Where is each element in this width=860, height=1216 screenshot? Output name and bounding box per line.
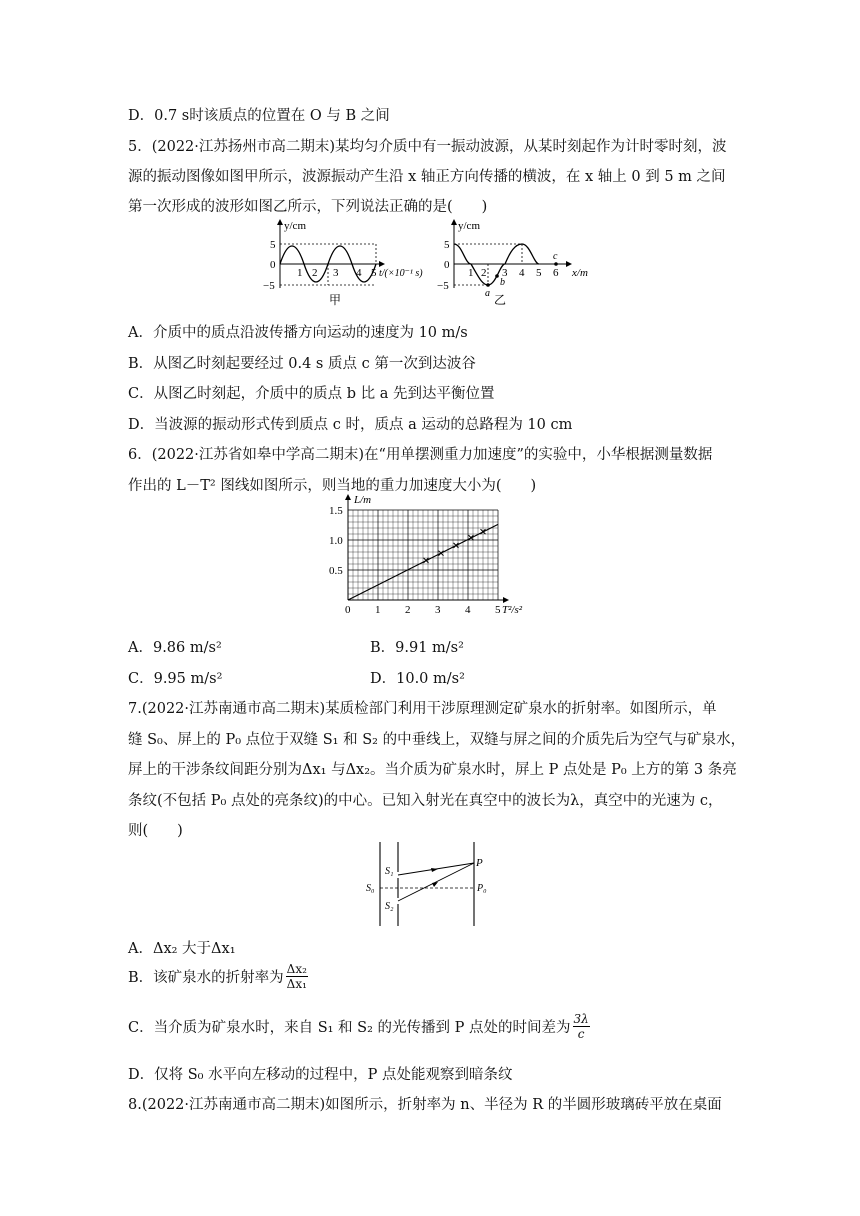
fig-yi-xtick-2: 2 [481,267,487,279]
fig-yi-xtick-3: 3 [502,267,508,279]
fig-jia-xlabel: t/(×10⁻¹ s) [379,268,423,279]
y-tick-label: 1.5 [329,505,343,517]
fig-yi-point-c: c [553,251,558,262]
q7-option-b-numerator: Δx₂ [286,962,307,976]
fig-label-p: P [476,857,483,869]
q7-stem-line-2: 缝 S₀、屏上的 P₀ 点位于双缝 S₁ 和 S₂ 的中垂线上，双缝与屏之间的介质先后为空气与矿泉水， [128,732,746,748]
q5-stem-line-1: 5．(2022·江苏扬州市高二期末)某均匀介质中有一振动波源，从某时刻起作为计时零时刻，波 [128,139,727,155]
q7-stem-line-4: 条纹(不包括 P₀ 点处的亮条纹)的中心。已知入射光在真空中的波长为λ，真空中的光速为 c， [128,793,723,809]
y-tick-label: 0.5 [329,565,343,577]
fig-jia-xtick-4: 4 [356,267,362,279]
q5-figure-yi [430,216,605,311]
fig-yi-ytick-5: 5 [444,239,450,251]
q6-option-d: D．10.0 m/s² [370,671,465,687]
fig-label-s2: S₂ [385,901,394,912]
fig-label-s1: S₁ [385,866,394,877]
q7-option-c-numerator: 3λ [573,1012,589,1026]
q6-stem-line-1: 6．(2022·江苏省如皋中学高二期末)在“用单摆测重力加速度”的实验中，小华根据测量数据 [128,447,713,463]
fig-yi-point-a: a [485,288,490,299]
q5-figure-jia [255,216,445,311]
q8-stem-line-1: 8.(2022·江苏南通市高二期末)如图所示，折射率为 n、半径为 R 的半圆形玻璃砖平放在桌面 [128,1097,722,1113]
fig-jia-ytick-0: 0 [270,259,276,271]
x-tick-label: 1 [375,604,381,616]
x-tick-label: 4 [465,604,471,616]
q7-stem-line-3: 屏上的干涉条纹间距分别为Δx₁ 与Δx₂。当介质为矿泉水时，屏上 P 点处是 P₀ 上方的第 3 条亮 [128,762,737,778]
y-tick-label: 1.0 [329,535,343,547]
fig-label-s0: S₀ [366,883,375,894]
q7-option-c-fraction [573,1012,590,1041]
fig-yi-ytick-0: 0 [444,259,450,271]
q6-option-a: A．9.86 m/s² [128,640,222,656]
q7-option-c-denominator: c [577,1027,585,1041]
fig-jia-xtick-2: 2 [312,267,318,279]
q6-stem-line-2: 作出的 L－T² 图线如图所示，则当地的重力加速度大小为( ) [128,478,537,494]
q7-option-b-prefix: B．该矿泉水的折射率为 [128,970,284,986]
q7-option-c [128,1012,590,1041]
fig-yi-ylabel: y/cm [458,220,480,232]
x-tick-label: 2 [405,604,411,616]
fig-jia-xtick-1: 1 [297,267,303,279]
fig-label-p0: P₀ [477,883,487,894]
data-point-marker [439,551,444,556]
data-point-marker [454,543,459,548]
q7-option-b-fraction [286,962,308,991]
q5-option-c: C．从图乙时刻起，介质中的质点 b 比 a 先到达平衡位置 [128,386,495,402]
q6-option-b: B．9.91 m/s² [370,640,464,656]
x-tick-label: 3 [435,604,441,616]
q7-double-slit-figure [360,838,500,930]
x-tick-label: 5 [495,604,501,616]
q4-option-d: D．0.7 s时该质点的位置在 O 与 B 之间 [128,108,390,124]
fig-jia-ytick-m5: −5 [263,280,275,292]
chart-xlabel: T²/s² [502,604,523,616]
q7-option-b [128,962,308,991]
fig-jia-caption: 甲 [329,293,342,307]
fig-yi-xlabel: x/m [572,267,588,279]
q7-option-d: D．仅将 S₀ 水平向左移动的过程中，P 点处能观察到暗条纹 [128,1067,513,1083]
q7-stem-line-1: 7.(2022·江苏南通市高二期末)某质检部门利用干涉原理测定矿泉水的折射率。如图所示，单 [128,701,717,717]
q5-option-a: A．介质中的质点沿波传播方向运动的速度为 10 m/s [128,325,468,341]
q6-option-c: C．9.95 m/s² [128,671,223,687]
fig-jia-xtick-5: 5 [371,267,377,279]
q5-option-d: D．当波源的振动形式传到质点 c 时，质点 a 运动的总路程为 10 cm [128,417,573,433]
q5-stem-line-2: 源的振动图像如图甲所示，波源振动产生沿 x 轴正方向传播的横波，在 x 轴上 0 到 5 m 之间 [128,169,726,185]
chart-ylabel: L/m [354,494,372,506]
fig-yi-ytick-m5: −5 [437,280,449,292]
q5-option-b: B．从图乙时刻起要经过 0.4 s 质点 c 第一次到达波谷 [128,356,476,372]
fig-jia-xtick-3: 3 [333,267,339,279]
q5-stem-line-3: 第一次形成的波形如图乙所示，下列说法正确的是( ) [128,199,488,215]
q7-option-a: A．Δx₂ 大于Δx₁ [128,941,236,957]
q7-stem-line-5: 则( ) [128,823,183,839]
fig-yi-point-b: b [500,277,505,288]
fig-yi-xtick-4: 4 [519,267,525,279]
fig-yi-xtick-6: 6 [553,267,559,279]
fig-yi-xtick-5: 5 [536,267,542,279]
q7-option-b-denominator: Δx₁ [286,977,307,991]
fig-jia-ytick-5: 5 [270,239,276,251]
q7-option-c-prefix: C．当介质为矿泉水时，来自 S₁ 和 S₂ 的光传播到 P 点处的时间差为 [128,1020,571,1036]
fig-jia-ylabel: y/cm [284,220,306,232]
fig-yi-xtick-1: 1 [468,267,474,279]
fig-yi-caption: 乙 [494,293,507,307]
l-t2-chart [320,490,540,620]
x-tick-label: 0 [345,604,351,616]
